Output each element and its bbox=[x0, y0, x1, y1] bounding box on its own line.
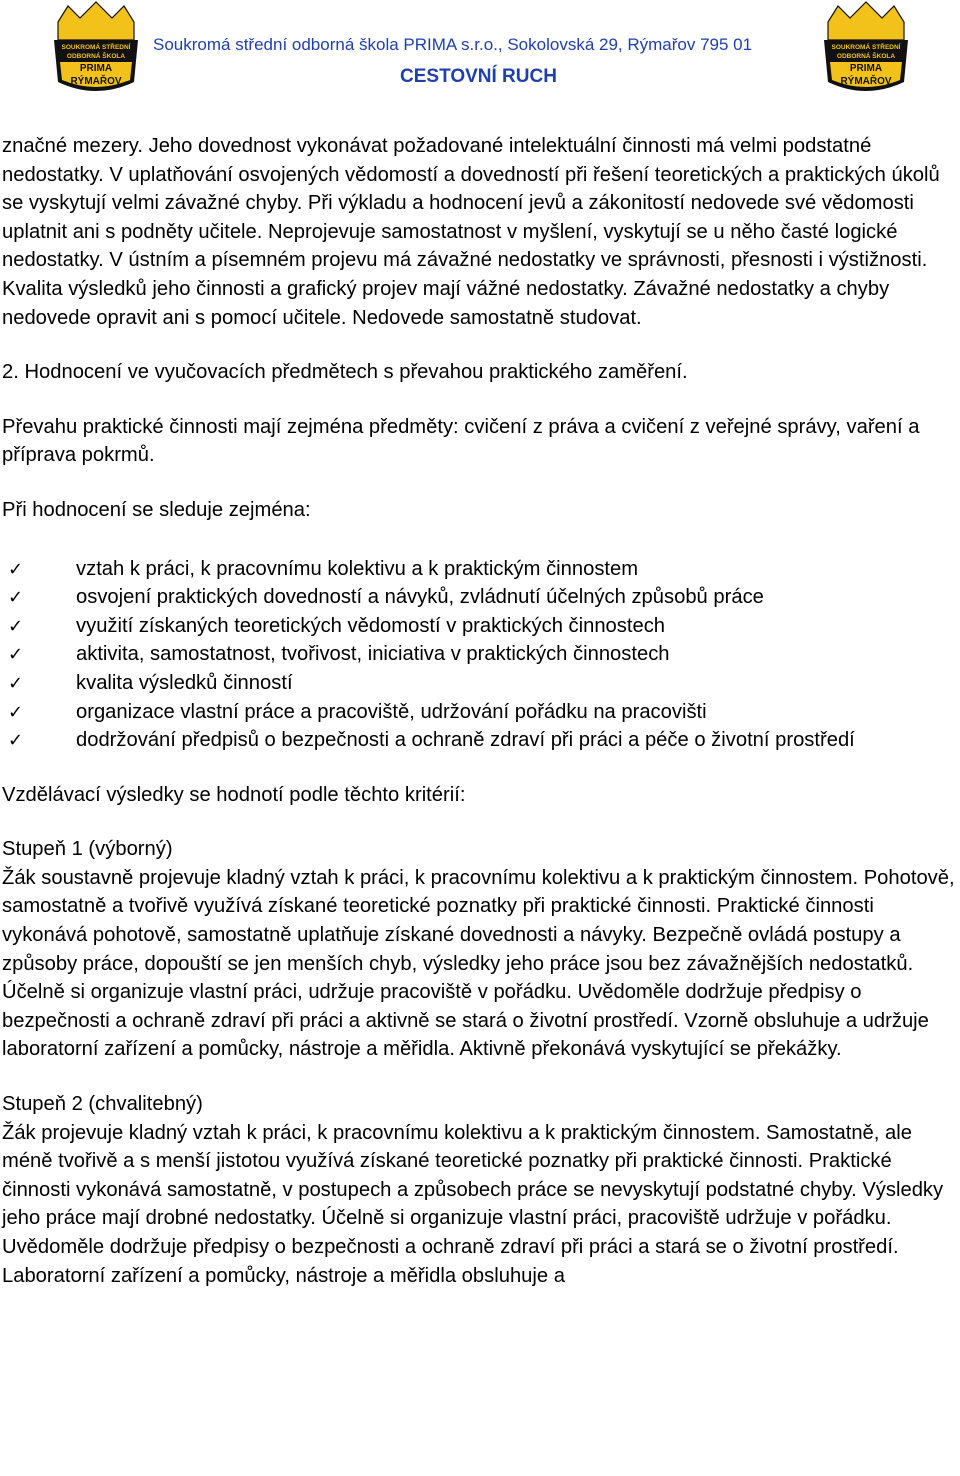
checkmark-icon: ✓ bbox=[8, 587, 24, 609]
checkmark-icon: ✓ bbox=[8, 615, 24, 637]
document-body bbox=[2, 132, 960, 1290]
svg-text:RÝMAŘOV: RÝMAŘOV bbox=[70, 76, 122, 87]
grade-1-description: Žák soustavně projevuje kladný vztah k práci, k pracovnímu kolektivu a k praktickým činnostem. Pohotově, samostatně a tvořivě využívá získané teoretické poznatky při praktické činnosti. Praktické činnosti vykonává pohotově, samostatně uplatňuje získané dovednosti a návyky. Bezpečně ovládá postupy a způsoby práce, dopouští se jen menších chyb, výsledky jeho práce jsou bez závažnějších nedostatků. Účelně si organizuje vlastní práci, udržuje pracoviště v pořádku. Uvědoměle dodržuje předpisy o bezpečnosti a ochraně zdraví při práci a aktivně se stará o životní prostředí. Vzorně obsluhuje a udržuje laboratorní zařízení a pomůcky, nástroje a měřidla. Aktivně překonává vyskytující se překážky. bbox=[2, 866, 955, 1061]
checklist-item: ✓ vztah k práci, k pracovnímu kolektivu a k praktickým činnostem bbox=[2, 555, 960, 584]
checklist-item: ✓ kvalita výsledků činností bbox=[2, 669, 960, 698]
svg-text:PRIMA: PRIMA bbox=[849, 63, 883, 74]
grade-1-title: Stupeň 1 (výborný) bbox=[2, 838, 173, 861]
checklist-item: ✓ využití získaných teoretických vědomostí v praktických činnostech bbox=[2, 612, 960, 641]
evaluation-checklist bbox=[2, 555, 960, 755]
checklist-item: ✓ osvojení praktických dovedností a návyků, zvládnutí účelných způsobů práce bbox=[2, 583, 960, 612]
svg-text:ODBORNÁ ŠKOLA: ODBORNÁ ŠKOLA bbox=[66, 53, 126, 60]
paragraph-practical-subjects: Převahu praktické činnosti mají zejména předměty: cvičení z práva a cvičení z veřejné správy, vaření a příprava pokrmů. bbox=[2, 415, 920, 467]
svg-text:SOUKROMÁ STŘEDNÍ: SOUKROMÁ STŘEDNÍ bbox=[831, 44, 901, 51]
checklist-item: ✓ organizace vlastní práce a pracoviště, udržování pořádku na pracovišti bbox=[2, 698, 960, 727]
grade-2-title: Stupeň 2 (chvalitebný) bbox=[2, 1093, 203, 1116]
checklist-item: ✓ dodržování předpisů o bezpečnosti a ochraně zdraví při práci a péče o životní prostředí bbox=[2, 726, 960, 755]
svg-text:ODBORNÁ ŠKOLA: ODBORNÁ ŠKOLA bbox=[836, 53, 896, 60]
svg-text:RÝMAŘOV: RÝMAŘOV bbox=[840, 76, 892, 87]
svg-text:SOUKROMÁ STŘEDNÍ: SOUKROMÁ STŘEDNÍ bbox=[61, 44, 131, 51]
checkmark-icon: ✓ bbox=[8, 558, 24, 580]
paragraph-continued: značné mezery. Jeho dovednost vykonávat požadované intelektuální činnosti má velmi podstatné nedostatky. V uplatňování osvojených vědomostí a dovedností při řešení teoretických a praktických úkolů se vyskytují velmi závažné chyby. Při výkladu a hodnocení jevů a zákonitostí nedovede své vědomosti uplatnit ani s podněty učitele. Neprojevuje samostatnost v myšlení, vyskytují se u něho časté logické nedostatky. V ústním a písemném projevu má závažné nedostatky ve správnosti, přesnosti i výstižnosti. Kvalita výsledků jeho činnosti a grafický projev mají vážné nedostatky. Závažné nedostatky a chyby nedovede opravit ani s pomocí učitele. Nedovede samostatně studovat. bbox=[2, 135, 940, 329]
checkmark-icon: ✓ bbox=[8, 701, 24, 723]
paragraph-criteria-intro: Vzdělávací výsledky se hodnotí podle těchto kritérií: bbox=[2, 783, 466, 806]
school-name: Soukromá střední odborná škola PRIMA s.r.o., Sokolovská 29, Rýmařov 795 01 bbox=[153, 35, 753, 54]
school-logo-right bbox=[820, 0, 912, 98]
svg-text:PRIMA: PRIMA bbox=[79, 63, 113, 74]
page-header bbox=[0, 0, 960, 105]
checkmark-icon: ✓ bbox=[8, 644, 24, 666]
document-subtitle: CESTOVNÍ RUCH bbox=[400, 66, 557, 87]
checkmark-icon: ✓ bbox=[8, 730, 24, 752]
school-logo-left bbox=[50, 0, 142, 98]
checkmark-icon: ✓ bbox=[8, 672, 24, 694]
grade-2-description: Žák projevuje kladný vztah k práci, k pracovnímu kolektivu a k praktickým činnostem. Samostatně, ale méně tvořivě a s menší jistotou využívá získané teoretické poznatky při praktické činnosti. Praktické činnosti vykonává samostatně, v postupech a způsobech práce se nevyskytují podstatné chyby. Výsledky jeho práce mají drobné nedostatky. Účelně si organizuje vlastní práci, pracoviště udržuje v pořádku. Uvědoměle dodržuje předpisy o bezpečnosti a ochraně zdraví při práci a stará se o životní prostředí. Laboratorní zařízení a pomůcky, nástroje a měřidla obsluhuje a bbox=[2, 1121, 944, 1287]
checklist-item: ✓ aktivita, samostatnost, tvořivost, iniciativa v praktických činnostech bbox=[2, 640, 960, 669]
paragraph-evaluation-intro: Při hodnocení se sleduje zejména: bbox=[2, 498, 311, 521]
section-heading-2: 2. Hodnocení ve vyučovacích předmětech s převahou praktického zaměření. bbox=[2, 361, 688, 384]
